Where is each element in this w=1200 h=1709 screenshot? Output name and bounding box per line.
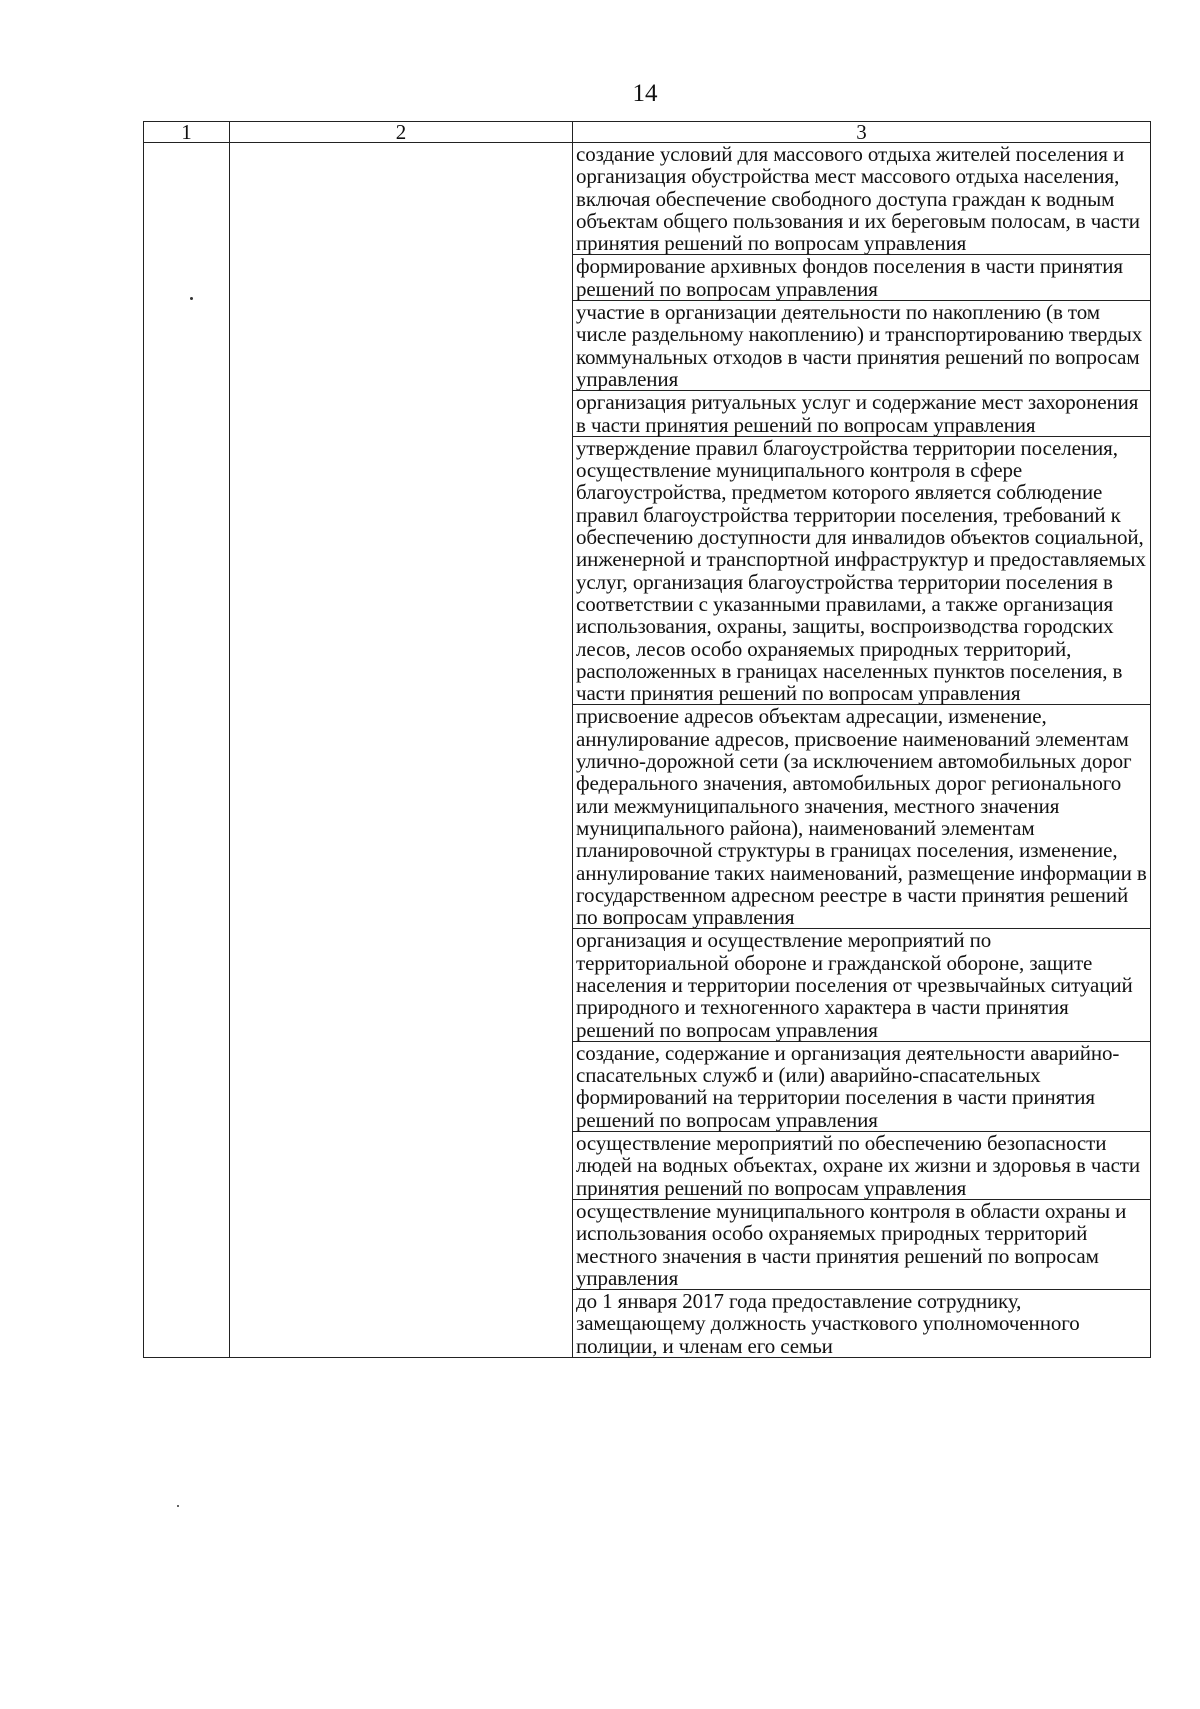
- list-item: создание, содержание и организация деятельности аварийно-спасательных служб и (или) аварийно-спасательных формирований на территории поселения в части принятия решений по вопросам управления: [573, 1042, 1150, 1132]
- column-header-2: 2: [230, 122, 573, 143]
- list-item: присвоение адресов объектам адресации, изменение, аннулирование адресов, присвоение наименований элементам улично-дорожной сети (за исключением автомобильных дорог федерального значения, автомобильных дорог регионального или межмуниципального значения, местного значения муниципального района), наименований элементам планировочной структуры в границах поселения, изменение, аннулирование таких наименований, размещение информации в государственном адресном реестре в части принятия решений по вопросам управления: [573, 705, 1150, 929]
- scan-speck: [190, 297, 193, 300]
- table-header-row: [144, 122, 1151, 143]
- column-1-cell: [144, 143, 230, 1358]
- list-item: создание условий для массового отдыха жителей поселения и организация обустройства мест массового отдыха населения, включая обеспечение свободного доступа граждан к водным объектам общего пользования и их береговым полосам, в части принятия решений по вопросам управления: [573, 143, 1150, 255]
- page-number: 14: [632, 80, 658, 107]
- list-item: участие в организации деятельности по накоплению (в том числе раздельному накоплению) и транспортированию твердых коммунальных отходов в части принятия решений по вопросам управления: [573, 301, 1150, 391]
- list-item: до 1 января 2017 года предоставление сотруднику, замещающему должность участкового уполномоченного полиции, и членам его семьи: [576, 1289, 1080, 1358]
- list-item: осуществление муниципального контроля в области охраны и использования особо охраняемых природных территорий местного значения в части принятия решений по вопросам управления: [573, 1200, 1150, 1290]
- column-header-1: 1: [144, 122, 230, 143]
- competence-table: [143, 121, 1151, 1358]
- list-item: организация и осуществление мероприятий по территориальной обороне и гражданской обороне, защите населения и территории поселения от чрезвычайных ситуаций природного и техногенного характера в части принятия решений по вопросам управления: [573, 929, 1150, 1041]
- list-item: осуществление мероприятий по обеспечению безопасности людей на водных объектах, охране их жизни и здоровья в части принятия решений по вопросам управления: [573, 1132, 1150, 1200]
- list-item: организация ритуальных услуг и содержание мест захоронения в части принятия решений по вопросам управления: [573, 391, 1150, 437]
- column-3-cell: [573, 143, 1151, 1358]
- column-2-cell: [230, 143, 573, 1358]
- list-item: формирование архивных фондов поселения в части принятия решений по вопросам управления: [573, 255, 1150, 301]
- column-header-3: 3: [573, 122, 1151, 143]
- table-body-row: [144, 143, 1151, 1358]
- scan-speck: [177, 1505, 179, 1507]
- list-item: утверждение правил благоустройства территории поселения, осуществление муниципального контроля в сфере благоустройства, предметом которого является соблюдение правил благоустройства территории поселения, требований к обеспечению доступности для инвалидов объектов социальной, инженерной и транспортной инфраструктур и предоставляемых услуг, организация благоустройства территории поселения в соответствии с указанными правилами, а также организация использования, охраны, защиты, воспроизводства городских лесов, лесов особо охраняемых природных территорий, расположенных в границах населенных пунктов поселения, в части принятия решений по вопросам управления: [573, 437, 1150, 706]
